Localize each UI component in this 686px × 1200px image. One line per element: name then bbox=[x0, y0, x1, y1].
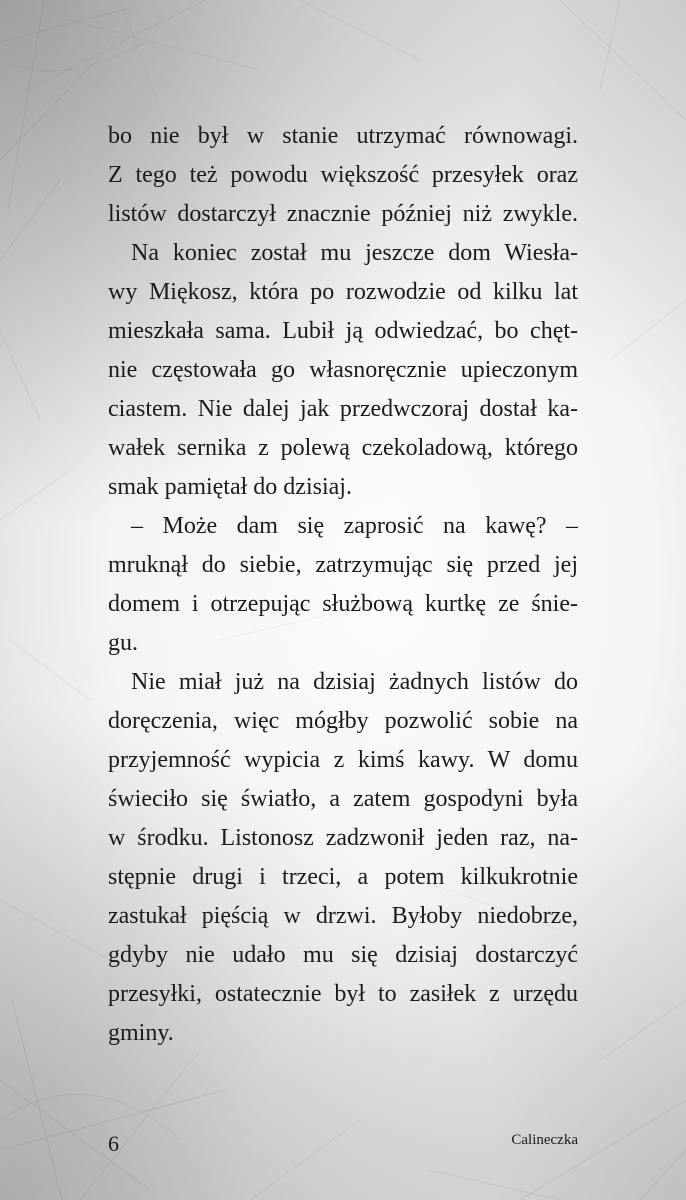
text-line: Nie miał już na dzisiaj żadnych listów do bbox=[131, 669, 578, 695]
text-line: mruknął do siebie, zatrzymując się przed jej bbox=[108, 552, 578, 578]
scratch bbox=[610, 300, 686, 360]
scratch bbox=[10, 640, 90, 700]
paragraph bbox=[108, 507, 578, 663]
scratch bbox=[300, 0, 420, 60]
text-line: w środku. Listonosz zadzwonił jeden raz, na- bbox=[108, 825, 578, 851]
text-line: gu. bbox=[108, 630, 138, 656]
scratch bbox=[0, 180, 60, 260]
text-line: wy Miękosz, która po rozwodzie od kilku lat bbox=[108, 279, 578, 305]
scratch bbox=[560, 0, 686, 120]
paragraph bbox=[108, 663, 578, 1053]
scratch bbox=[0, 1080, 150, 1190]
text-line: gminy. bbox=[108, 1020, 174, 1046]
text-line: Na koniec został mu jeszcze dom Wiesła- bbox=[131, 240, 578, 266]
text-line: ciastem. Nie dalej jak przedwczoraj dostał ka- bbox=[108, 396, 578, 422]
text-line: bo nie był w stanie utrzymać równowagi. bbox=[108, 123, 578, 149]
scratch bbox=[120, 0, 160, 110]
scratch bbox=[600, 1000, 686, 1060]
text-line: świeciło się światło, a zatem gospodyni była bbox=[108, 786, 578, 812]
scratch bbox=[600, 0, 620, 90]
scratch bbox=[0, 470, 70, 520]
text-line: listów dostarczył znacznie później niż zwykle. bbox=[108, 201, 578, 227]
paragraph bbox=[108, 234, 578, 507]
scratch bbox=[18, 0, 205, 95]
text-line: – Może dam się zaprosić na kawę? – bbox=[131, 513, 578, 539]
scratch bbox=[430, 1170, 560, 1200]
text-line: smak pamiętał do dzisiaj. bbox=[108, 474, 352, 500]
scratch bbox=[0, 330, 40, 420]
scratch bbox=[0, 1094, 180, 1140]
text-line: nie częstowała go własnoręcznie upieczonym bbox=[108, 357, 578, 383]
text-line: domem i otrzepując służbową kurtkę ze śnie- bbox=[108, 591, 578, 617]
running-title: Calineczka bbox=[511, 1132, 578, 1148]
text-line: doręczenia, więc mógłby pozwolić sobie na bbox=[108, 708, 578, 734]
text-line: przyjemność wypicia z kimś kawy. W domu bbox=[108, 747, 578, 773]
scratch bbox=[0, 900, 110, 960]
scratch bbox=[80, 1050, 200, 1200]
text-line: wałek sernika z polewą czekoladową, którego bbox=[108, 435, 578, 461]
page-text bbox=[108, 117, 578, 1053]
scratch bbox=[12, 1000, 62, 1200]
scratch bbox=[0, 62, 95, 160]
scratch bbox=[0, 8, 130, 42]
text-line: zastukał pięścią w drzwi. Byłoby niedobrze, bbox=[108, 903, 578, 929]
text-line: Z tego też powodu większość przesyłek oraz bbox=[108, 162, 578, 188]
page-number: 6 bbox=[108, 1131, 119, 1156]
text-line: mieszkała sama. Lubił ją odwiedzać, bo chęt- bbox=[108, 318, 578, 344]
scratch bbox=[520, 1100, 686, 1200]
scratch bbox=[8, 0, 44, 210]
text-line: przesyłki, ostatecznie był to zasiłek z urzędu bbox=[108, 981, 578, 1007]
text-line: gdyby nie udało mu się dzisiaj dostarczyć bbox=[108, 942, 578, 968]
scratch bbox=[70, 20, 260, 70]
scratch bbox=[0, 40, 150, 71]
text-line: stępnie drugi i trzeci, a potem kilkukrotnie bbox=[108, 864, 578, 890]
scratch bbox=[250, 1120, 360, 1200]
paragraph bbox=[108, 117, 578, 234]
scratch bbox=[640, 1150, 686, 1200]
